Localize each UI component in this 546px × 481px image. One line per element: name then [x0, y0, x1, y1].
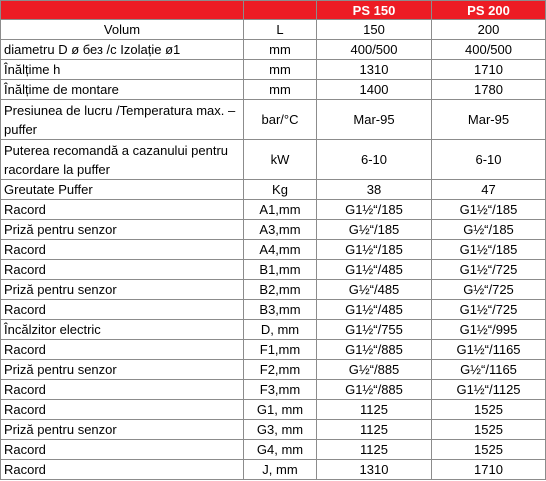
- ps150-cell: G½“/885: [317, 360, 432, 380]
- param-cell: Priză pentru senzor: [1, 360, 244, 380]
- ps150-cell: 38: [317, 180, 432, 200]
- ps200-cell: 47: [432, 180, 546, 200]
- param-cell: Racord: [1, 340, 244, 360]
- table-row: [1, 180, 546, 200]
- unit-cell: L: [244, 20, 317, 40]
- ps200-cell: 1525: [432, 400, 546, 420]
- param-cell: Priză pentru senzor: [1, 220, 244, 240]
- table-row: [1, 400, 546, 420]
- param-cell: Racord: [1, 240, 244, 260]
- unit-cell: B1,mm: [244, 260, 317, 280]
- ps150-cell: 1310: [317, 460, 432, 480]
- ps200-cell: G½“/725: [432, 280, 546, 300]
- unit-cell: bar/°C: [244, 100, 317, 140]
- param-cell: Greutate Puffer: [1, 180, 244, 200]
- table-row: [1, 260, 546, 280]
- unit-cell: B3,mm: [244, 300, 317, 320]
- ps200-cell: 1525: [432, 420, 546, 440]
- unit-cell: G1, mm: [244, 400, 317, 420]
- unit-cell: G3, mm: [244, 420, 317, 440]
- unit-cell: A3,mm: [244, 220, 317, 240]
- unit-cell: mm: [244, 80, 317, 100]
- ps150-cell: G1½“/755: [317, 320, 432, 340]
- table-row: [1, 300, 546, 320]
- param-cell: Încălzitor electric: [1, 320, 244, 340]
- ps150-cell: G1½“/885: [317, 340, 432, 360]
- table-row: [1, 140, 546, 180]
- table-row: [1, 200, 546, 220]
- param-cell: Presiunea de lucru /Temperatura max. – puffer: [1, 100, 244, 140]
- unit-cell: F2,mm: [244, 360, 317, 380]
- ps200-cell: G1½“/1125: [432, 380, 546, 400]
- header-row: [1, 1, 546, 20]
- ps150-cell: G1½“/185: [317, 200, 432, 220]
- ps150-cell: G1½“/485: [317, 300, 432, 320]
- table-row: [1, 220, 546, 240]
- param-cell: Priză pentru senzor: [1, 420, 244, 440]
- unit-cell: mm: [244, 60, 317, 80]
- param-cell: Puterea recomandă a cazanului pentru racordare la puffer: [1, 140, 244, 180]
- ps200-cell: G1½“/725: [432, 300, 546, 320]
- unit-cell: kW: [244, 140, 317, 180]
- ps150-cell: 1310: [317, 60, 432, 80]
- param-cell: Racord: [1, 300, 244, 320]
- unit-cell: Kg: [244, 180, 317, 200]
- table-row: [1, 340, 546, 360]
- table-row: [1, 40, 546, 60]
- ps200-cell: Mar-95: [432, 100, 546, 140]
- table-row: [1, 420, 546, 440]
- ps150-cell: 1400: [317, 80, 432, 100]
- table-row: [1, 240, 546, 260]
- ps200-cell: G1½“/995: [432, 320, 546, 340]
- table-row: [1, 380, 546, 400]
- ps150-cell: G1½“/885: [317, 380, 432, 400]
- ps150-cell: G½“/485: [317, 280, 432, 300]
- ps150-cell: 400/500: [317, 40, 432, 60]
- header-cell-param: [1, 1, 244, 20]
- ps200-cell: G½“/185: [432, 220, 546, 240]
- ps150-cell: G1½“/185: [317, 240, 432, 260]
- unit-cell: A1,mm: [244, 200, 317, 220]
- header-ps150: PS 150: [317, 1, 432, 20]
- ps200-cell: G1½“/1165: [432, 340, 546, 360]
- table-row: [1, 280, 546, 300]
- ps150-cell: 1125: [317, 400, 432, 420]
- table-row: [1, 80, 546, 100]
- table-row: [1, 20, 546, 40]
- ps150-cell: 6-10: [317, 140, 432, 180]
- ps200-cell: G1½“/185: [432, 240, 546, 260]
- ps200-cell: 200: [432, 20, 546, 40]
- param-cell: diametru D ø без /c Izolație ø1: [1, 40, 244, 60]
- ps150-cell: G1½“/485: [317, 260, 432, 280]
- unit-cell: F1,mm: [244, 340, 317, 360]
- param-cell: Racord: [1, 380, 244, 400]
- param-cell: Racord: [1, 460, 244, 480]
- ps150-cell: Mar-95: [317, 100, 432, 140]
- ps150-cell: 1125: [317, 420, 432, 440]
- table-row: [1, 460, 546, 480]
- unit-cell: mm: [244, 40, 317, 60]
- unit-cell: D, mm: [244, 320, 317, 340]
- ps200-cell: 6-10: [432, 140, 546, 180]
- table-row: [1, 320, 546, 340]
- ps200-cell: 400/500: [432, 40, 546, 60]
- unit-cell: J, mm: [244, 460, 317, 480]
- param-cell: Volum: [1, 20, 244, 40]
- ps200-cell: 1525: [432, 440, 546, 460]
- table-row: [1, 360, 546, 380]
- ps200-cell: 1780: [432, 80, 546, 100]
- table-row: [1, 440, 546, 460]
- ps150-cell: G½“/185: [317, 220, 432, 240]
- unit-cell: F3,mm: [244, 380, 317, 400]
- table-row: [1, 100, 546, 140]
- ps200-cell: 1710: [432, 60, 546, 80]
- ps200-cell: G1½“/185: [432, 200, 546, 220]
- ps150-cell: 150: [317, 20, 432, 40]
- ps200-cell: G1½“/725: [432, 260, 546, 280]
- param-cell: Racord: [1, 260, 244, 280]
- header-cell-unit: [244, 1, 317, 20]
- header-ps200: PS 200: [432, 1, 546, 20]
- param-cell: Înălțime de montare: [1, 80, 244, 100]
- ps200-cell: 1710: [432, 460, 546, 480]
- param-cell: Racord: [1, 200, 244, 220]
- table-row: [1, 60, 546, 80]
- unit-cell: G4, mm: [244, 440, 317, 460]
- ps200-cell: G½“/1165: [432, 360, 546, 380]
- unit-cell: B2,mm: [244, 280, 317, 300]
- param-cell: Racord: [1, 440, 244, 460]
- param-cell: Racord: [1, 400, 244, 420]
- unit-cell: A4,mm: [244, 240, 317, 260]
- param-cell: Înălțime h: [1, 60, 244, 80]
- ps150-cell: 1125: [317, 440, 432, 460]
- param-cell: Priză pentru senzor: [1, 280, 244, 300]
